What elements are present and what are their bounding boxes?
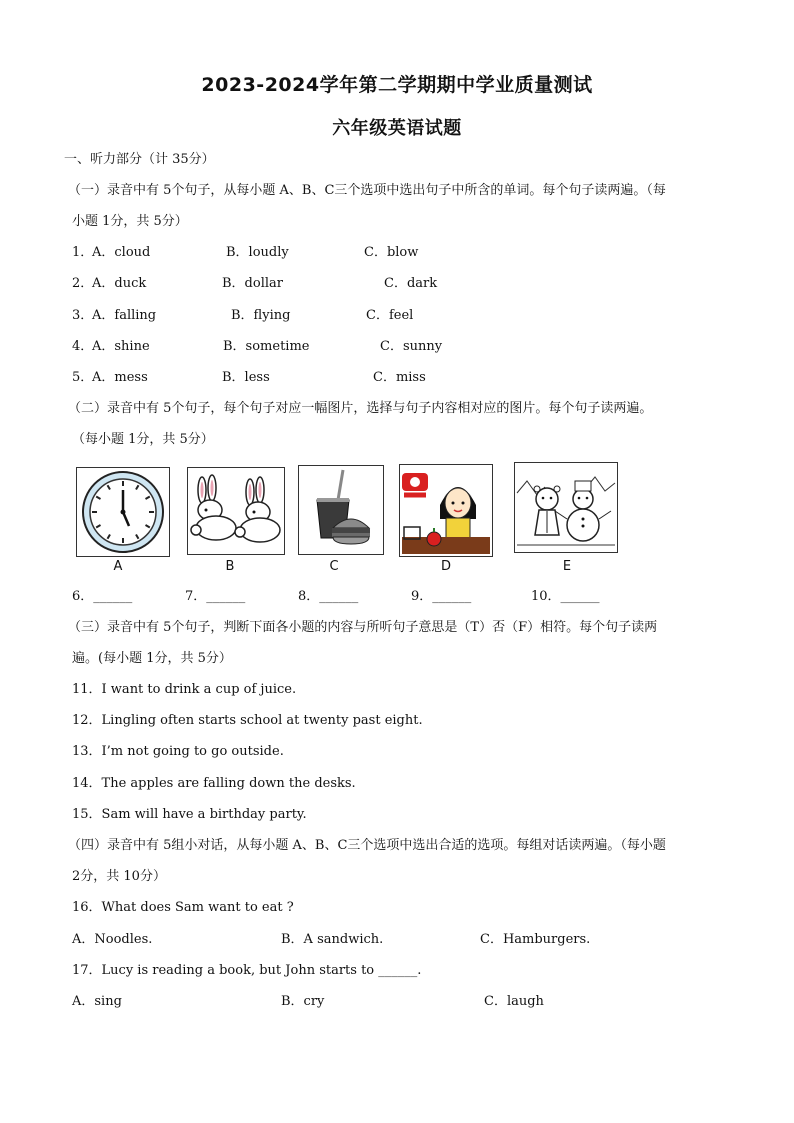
question-17-option-a: A．sing: [72, 994, 122, 1009]
answer-blank-7[interactable]: 7．______: [185, 589, 246, 604]
picture-b: [187, 467, 285, 555]
picture-label-b: B: [225, 559, 235, 574]
picture-label-d: D: [440, 559, 451, 574]
section-heading-listening: 一、听力部分（计 35分）: [64, 152, 215, 167]
option-a: A．duck: [92, 276, 147, 291]
statement-15: 15．Sam will have a birthday party.: [72, 807, 307, 822]
part1-instruction-line2: 小题 1分，共 5分）: [72, 214, 188, 229]
part4-instruction-line1: （四）录音中有 5组小对话，从每小题 A、B、C三个选项中选出合适的选项。每组对话读两遍。（每小题: [68, 838, 666, 853]
part2-instruction-line1: （二）录音中有 5个句子，每个句子对应一幅图片，选择与句子内容相对应的图片。每个句子读两遍。: [68, 401, 653, 416]
rabbits-icon: [188, 468, 284, 554]
picture-label-e: E: [562, 559, 572, 574]
option-a: A．shine: [92, 339, 150, 354]
option-b: B．dollar: [222, 276, 283, 291]
question-number: 1．: [72, 245, 94, 260]
part4-instruction-line2: 2分，共 10分）: [72, 869, 166, 884]
question-16-option-b: B．A sandwich.: [281, 932, 384, 947]
option-a: A．falling: [92, 308, 157, 323]
option-c: C．blow: [364, 245, 419, 260]
picture-label-a: A: [113, 559, 123, 574]
exam-subtitle: 六年级英语试题: [332, 118, 462, 139]
picture-c: [298, 465, 384, 555]
option-c: C．feel: [366, 308, 414, 323]
part3-instruction-line1: （三）录音中有 5个句子，判断下面各小题的内容与所听句子意思是（T）否（F）相符。每个句子读两: [68, 620, 658, 635]
option-b: B．sometime: [223, 339, 310, 354]
question-17: 17．Lucy is reading a book, but John starts to ______.: [72, 963, 422, 978]
question-number: 2．: [72, 276, 94, 291]
option-c: C．miss: [373, 370, 426, 385]
question-number: 5．: [72, 370, 94, 385]
answer-blank-6[interactable]: 6．______: [72, 589, 133, 604]
picture-a: [76, 467, 170, 557]
snowman-icon: [515, 463, 617, 552]
question-16-option-a: A．Noodles.: [72, 932, 153, 947]
part3-instruction-line2: 遍。(每小题 1分，共 5分）: [72, 651, 232, 666]
question-number: 4．: [72, 339, 94, 354]
answer-blank-8[interactable]: 8．______: [298, 589, 359, 604]
question-17-option-c: C．laugh: [484, 994, 544, 1009]
statement-13: 13．I’m not going to go outside.: [72, 744, 284, 759]
question-number: 3．: [72, 308, 94, 323]
question-16-option-c: C．Hamburgers.: [480, 932, 591, 947]
option-c: C．sunny: [380, 339, 443, 354]
exam-title: 2023-2024学年第二学期期中学业质量测试: [201, 74, 593, 96]
option-b: B．loudly: [226, 245, 289, 260]
statement-11: 11．I want to drink a cup of juice.: [72, 682, 297, 697]
answer-blank-9[interactable]: 9．______: [411, 589, 472, 604]
picture-d: [399, 464, 493, 557]
picture-label-c: C: [329, 559, 339, 574]
statement-14: 14．The apples are falling down the desks.: [72, 776, 356, 791]
clock-icon: [77, 468, 169, 556]
question-17-option-b: B．cry: [281, 994, 325, 1009]
question-16: 16．What does Sam want to eat ?: [72, 900, 294, 915]
part1-instruction-line1: （一）录音中有 5个句子，从每小题 A、B、C三个选项中选出句子中所含的单词。每个句子读两遍。（每: [68, 183, 666, 198]
answer-blank-10[interactable]: 10．______: [531, 589, 600, 604]
option-a: A．mess: [92, 370, 148, 385]
picture-e: [514, 462, 618, 553]
statement-12: 12．Lingling often starts school at twenty past eight.: [72, 713, 423, 728]
burger-drink-icon: [299, 466, 383, 554]
girl-phone-icon: [400, 465, 492, 556]
option-a: A．cloud: [92, 245, 151, 260]
option-c: C．dark: [384, 276, 438, 291]
option-b: B．flying: [231, 308, 291, 323]
part2-instruction-line2: （每小题 1分，共 5分）: [72, 432, 214, 447]
option-b: B．less: [222, 370, 270, 385]
